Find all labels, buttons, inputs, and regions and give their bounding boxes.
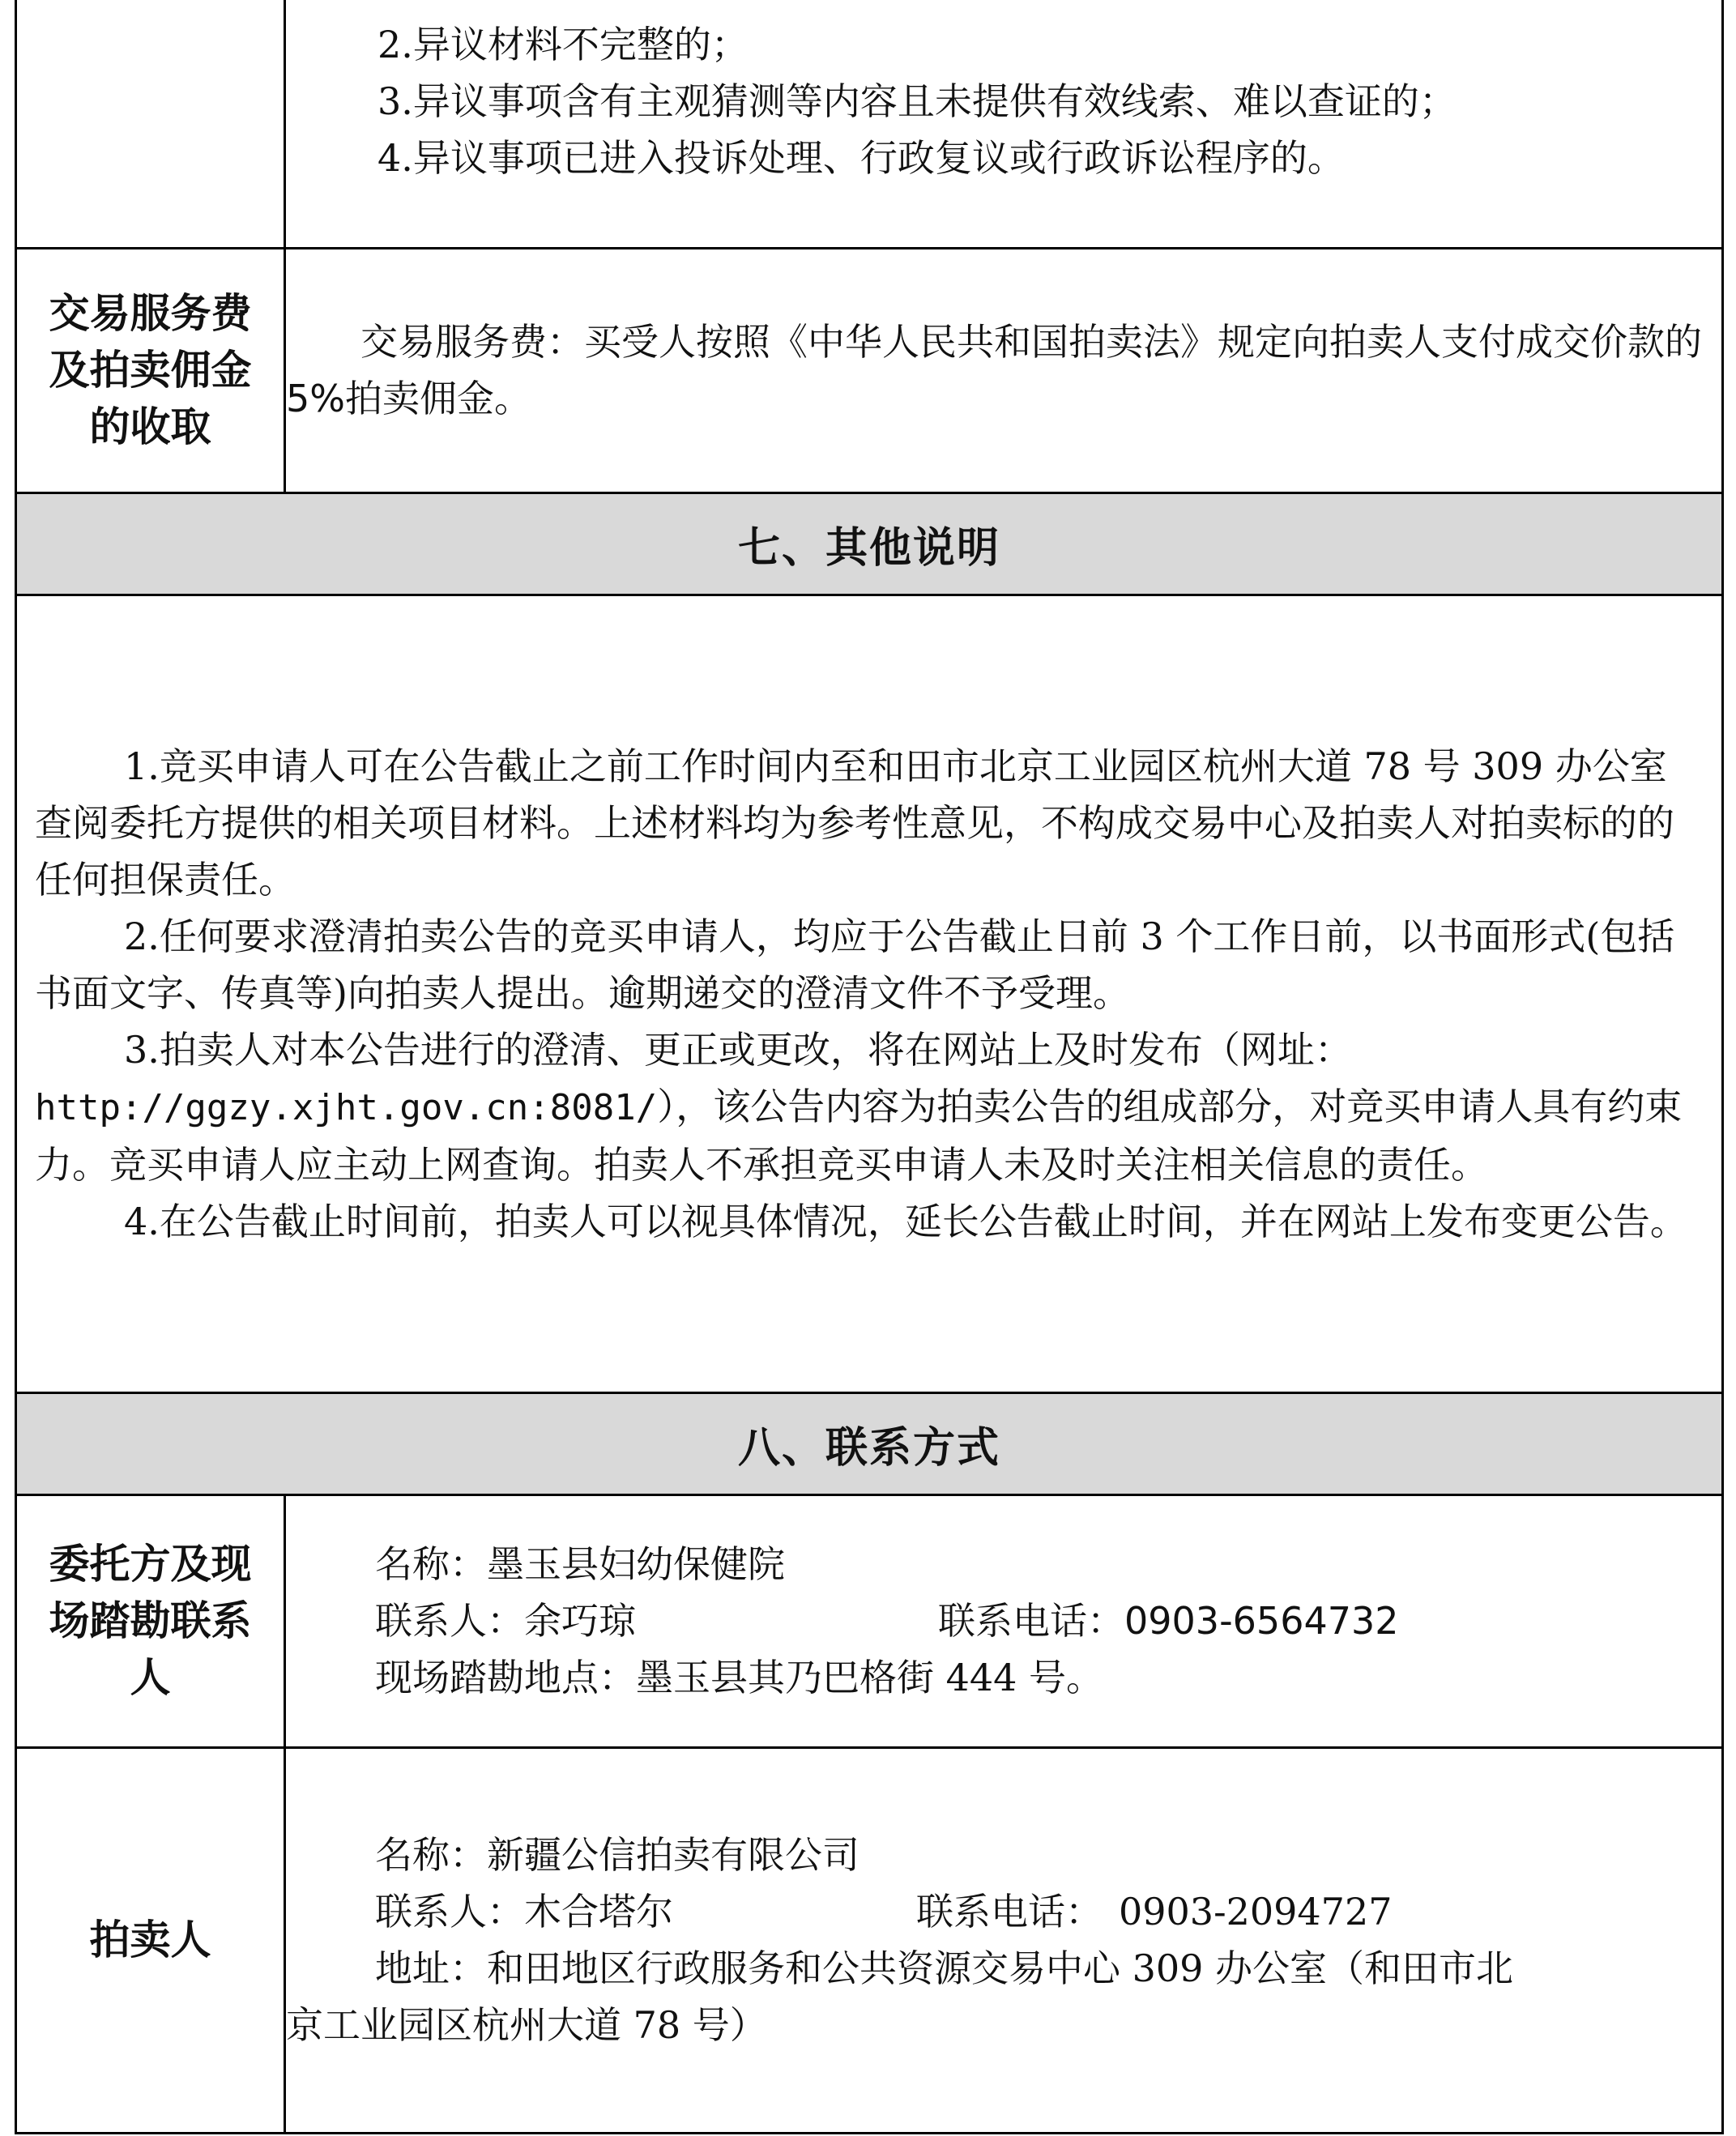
objection-row [16,0,1723,248]
auctioneer-row [16,1747,1723,2133]
objection-item: 2.异议材料不完整的； [377,23,749,66]
auctioneer-contact-cell [285,1747,1723,2133]
fee-text-cell [285,248,1723,492]
objection-item: 3.异议事项含有主观猜测等内容且未提供有效线索、难以查证的； [377,79,1457,123]
note-paragraph-4: 4.在公告截止时间前，拍卖人可以视具体情况，延长公告截止时间，并在网站上发布变更公告。 [124,1199,1687,1243]
objection-item: 4.异议事项已进入投诉处理、行政复议或行政诉讼程序的。 [377,136,1345,180]
note-paragraph-3-after: ），该公告内容为拍卖公告的组成部分，对竞买申请人具有约束力。竞买申请人应主动上网查询。拍卖人不承担竞买申请人未及时关注相关信息的责任。 [35,1084,1683,1187]
fee-label-line: 交易服务费 [49,290,252,337]
client-label-line: 人 [130,1654,171,1701]
auctioneer-address-line2: 京工业园区杭州大道 78 号） [286,2003,767,2047]
section7-header-row [16,492,1723,595]
client-label [16,1494,285,1747]
auctioneer-phone: 0903-2094727 [1119,1890,1393,1933]
fee-label [16,248,285,492]
announcement-table [15,0,1724,2134]
client-label-line: 场踏勘联系 [49,1597,252,1644]
fee-text [286,313,1721,427]
objection-items-cell [285,0,1723,248]
auctioneer-address-line1: 地址：和田地区行政服务和公共资源交易中心 309 办公室（和田市北 [375,1946,1514,1990]
client-contact-cell [285,1494,1723,1747]
client-contact-person: 联系人：余巧琼 [375,1599,636,1643]
announcement-page [15,0,1721,2134]
fee-text-after: 拍卖佣金。 [344,377,531,420]
note-paragraph-3 [35,1021,1704,1193]
section7-content [16,595,1723,1392]
auctioneer-contact-person: 联系人：木合塔尔 [375,1890,673,1933]
note-paragraph-3-before: 3.拍卖人对本公告进行的澄清、更正或更改，将在网站上及时发布（网址： [124,1027,1352,1072]
section8-title: 八、联系方式 [16,1392,1723,1494]
fee-label-line: 及拍卖佣金 [49,347,252,394]
client-label-line: 委托方及现 [49,1541,252,1588]
note-paragraph-2: 2.任何要求澄清拍卖公告的竞买申请人，均应于公告截止日前 3 个工作日前，以书面形式(包括书面文字、传真等)向拍卖人提出。逾期递交的澄清文件不予受理。 [35,914,1675,1015]
auctioneer-contact-line [286,1883,1721,1940]
fee-label-line: 的收取 [89,403,211,450]
auctioneer-label: 拍卖人 [16,1747,285,2133]
objection-label-cell [16,0,285,248]
client-name: 名称：墨玉县妇幼保健院 [375,1542,785,1586]
fee-text-before: 交易服务费：买受人按照《中华人民共和国拍卖法》规定向拍卖人支付成交价款的 [360,320,1702,364]
note-paragraph-1: 1.竞买申请人可在公告截止之前工作时间内至和田市北京工业园区杭州大道 78 号 309 办公室查阅委托方提供的相关项目材料。上述材料均为参考性意见，不构成交易中心及拍卖人对拍卖标的的任何担保责任。 [35,744,1674,902]
client-phone-label: 联系电话： [938,1599,1124,1643]
fee-row [16,248,1723,492]
client-phone: 0903-6564732 [1124,1599,1399,1643]
client-contact-row [16,1494,1723,1747]
section7-title: 七、其他说明 [16,492,1723,595]
client-site: 现场踏勘地点：墨玉县其乃巴格街 444 号。 [375,1656,1104,1699]
client-contact-line [375,1592,1721,1649]
website-url[interactable]: http://ggzy.xjht.gov.cn:8081/ [35,1086,658,1128]
section7-content-row [16,595,1723,1392]
fee-percent: 5% [286,377,345,420]
auctioneer-name: 名称：新疆公信拍卖有限公司 [375,1833,859,1877]
section8-header-row [16,1392,1723,1494]
auctioneer-phone-label: 联系电话： [916,1890,1103,1933]
